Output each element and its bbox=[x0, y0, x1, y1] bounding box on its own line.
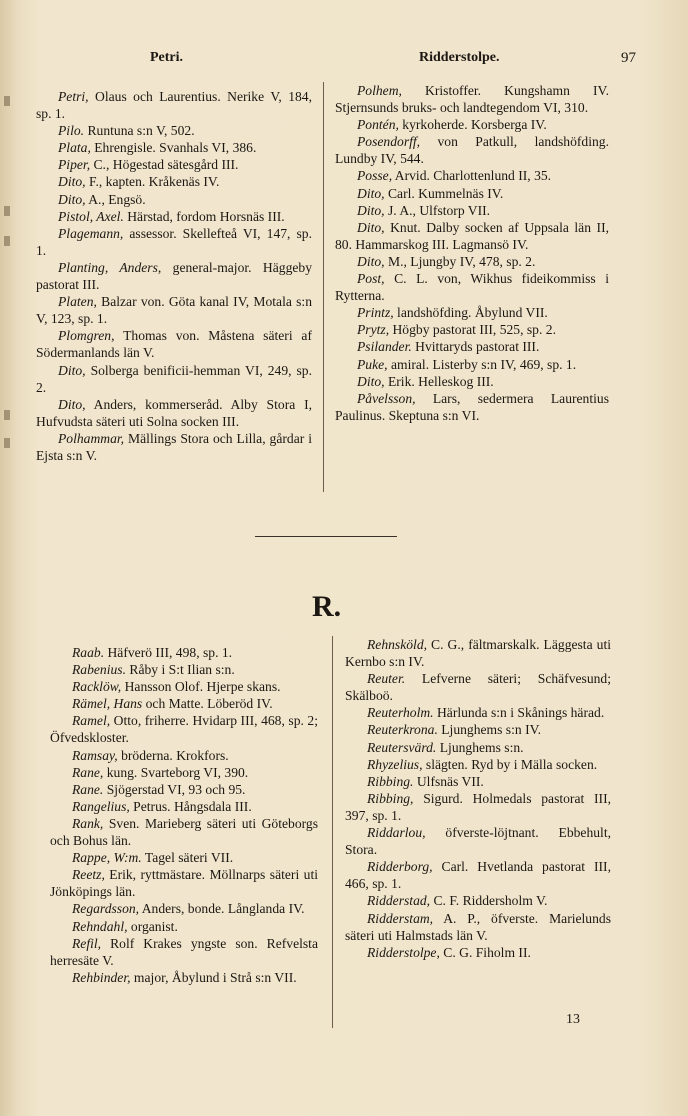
entry-text: Ljunghems s:n. bbox=[436, 739, 524, 755]
entry-name: Rhyzelius, bbox=[367, 756, 423, 772]
entry-name: Dito, bbox=[357, 373, 385, 389]
edge-mark bbox=[4, 206, 10, 216]
entry-name: Rangelius, bbox=[72, 798, 130, 814]
entry-text: Anders, bonde. Långlanda IV. bbox=[139, 901, 305, 917]
entry-name: Ribbing, bbox=[367, 790, 414, 806]
entry-name: Platen, bbox=[58, 294, 97, 310]
entry-name: Påvelsson, bbox=[357, 390, 416, 406]
entry-name: Dito, bbox=[58, 191, 86, 207]
entry-name: Reuter. bbox=[367, 671, 406, 687]
register-entry bbox=[345, 910, 611, 944]
entry-name: Racklöw, bbox=[72, 679, 122, 695]
entry-text: Råby i S:t Ilian s:n. bbox=[126, 662, 235, 678]
column-divider bbox=[323, 82, 324, 492]
column-right-top bbox=[335, 82, 609, 424]
entry-text: Rolf Krakes yngste son. Refvelsta herresäte V. bbox=[50, 935, 318, 968]
register-entry bbox=[50, 866, 318, 900]
entry-text: Anders, kommerseråd. Alby Stora I, Hufvudsta säteri uti Solna socken III. bbox=[36, 396, 312, 429]
edge-mark bbox=[4, 410, 10, 420]
entry-name: Refil, bbox=[72, 935, 102, 951]
entry-text: Härstad, fordom Horsnäs III. bbox=[123, 208, 285, 224]
entry-name: Plomgren, bbox=[58, 328, 115, 344]
entry-text: kyrkoherde. Korsberga IV. bbox=[398, 117, 547, 133]
header-left: Petri. bbox=[150, 50, 184, 65]
entry-name: Dito, bbox=[58, 396, 86, 412]
entry-name: Rappe, W:m. bbox=[72, 850, 142, 866]
entry-text: F., kapten. Kråkenäs IV. bbox=[85, 174, 220, 190]
entry-text: J. A., Ulfstorp VII. bbox=[384, 202, 491, 218]
entry-text: A., Engsö. bbox=[85, 191, 146, 207]
register-entry bbox=[50, 747, 318, 764]
register-entry bbox=[50, 712, 318, 746]
entry-text: Lefverne säteri; Schäfvesund; Skälboö. bbox=[345, 671, 611, 704]
entry-text: amiral. Listerby s:n IV, 469, sp. 1. bbox=[387, 356, 577, 372]
entry-text: och Matte. Löberöd IV. bbox=[142, 696, 273, 712]
register-entry bbox=[36, 208, 312, 225]
register-entry bbox=[50, 764, 318, 781]
entry-text: Lars, sedermera Laurentius Paulinus. Skeptuna s:n VI. bbox=[335, 390, 609, 423]
edge-mark bbox=[4, 438, 10, 448]
register-entry bbox=[36, 362, 312, 396]
entry-text: Erik. Helleskog III. bbox=[384, 373, 494, 389]
register-entry bbox=[345, 636, 611, 670]
entry-text: Knut. Dalby socken af Uppsala län II, 80. Hammarskog III. Lagmansö IV. bbox=[335, 219, 609, 252]
entry-text: Häfverö III, 498, sp. 1. bbox=[104, 645, 233, 660]
entry-text: A. P., öfverste. Marielunds säteri uti Halmstads län V. bbox=[345, 910, 611, 943]
register-entry bbox=[36, 430, 312, 464]
entry-name: Rabenius. bbox=[72, 662, 126, 678]
signature-number: 13 bbox=[566, 1012, 580, 1027]
entry-name: Posendorff, bbox=[357, 134, 421, 150]
entry-text: slägten. Ryd by i Mälla socken. bbox=[422, 756, 598, 772]
entry-text: kung. Svarteborg VI, 390. bbox=[103, 764, 249, 780]
entry-text: Ljunghems s:n IV. bbox=[437, 722, 542, 738]
register-entry bbox=[50, 935, 318, 969]
register-entry bbox=[345, 773, 611, 790]
entry-name: Dito, bbox=[357, 219, 385, 235]
entry-name: Dito, bbox=[58, 362, 86, 378]
entry-text: öfverste-löjtnant. Ebbehult, Stora. bbox=[345, 825, 611, 858]
register-entry bbox=[36, 396, 312, 430]
entry-text: Olaus och Laurentius. Nerike V, 184, sp. 1. bbox=[36, 89, 312, 122]
entry-text: Hvittaryds pastorat III. bbox=[411, 339, 540, 355]
entry-name: Reuterkrona. bbox=[367, 722, 438, 738]
header-middle: Ridderstolpe. bbox=[419, 50, 500, 65]
register-entry bbox=[50, 661, 318, 678]
entry-text: C. L. von, Wikhus fideikommiss i Rytterna. bbox=[335, 271, 609, 304]
entry-name: Ridderstam, bbox=[367, 910, 434, 926]
entry-name: Ridderstad, bbox=[367, 893, 431, 909]
entry-text: Balzar von. Göta kanal IV, Motala s:n V, 123, sp. 1. bbox=[36, 294, 312, 327]
entry-text: assessor. Skellefteå VI, 147, sp. 1. bbox=[36, 225, 312, 258]
entry-name: Rehnsköld, bbox=[367, 637, 428, 652]
column-left-bottom bbox=[50, 644, 318, 986]
entry-name: Ramsay, bbox=[72, 747, 118, 763]
entry-name: Petri, bbox=[58, 89, 89, 104]
entry-text: Sven. Marieberg säteri uti Göteborgs och Bohus län. bbox=[50, 815, 318, 849]
entry-text: Sjögerstad VI, 93 och 95. bbox=[103, 781, 246, 797]
register-entry bbox=[335, 253, 609, 270]
entry-text: bröderna. Krokfors. bbox=[117, 747, 229, 763]
register-entry bbox=[335, 373, 609, 390]
register-entry bbox=[335, 82, 609, 116]
entry-name: Riddarlou, bbox=[367, 825, 426, 841]
register-entry bbox=[345, 824, 611, 858]
entry-name: Dito, bbox=[58, 174, 86, 190]
entry-name: Rehbinder, bbox=[72, 969, 131, 985]
entry-name: Rane. bbox=[72, 781, 104, 797]
register-entry bbox=[335, 356, 609, 373]
entry-text: Hansson Olof. Hjerpe skans. bbox=[121, 679, 281, 695]
entry-name: Dito, bbox=[357, 185, 385, 201]
entry-name: Piper, bbox=[58, 157, 91, 173]
entry-name: Ridderborg, bbox=[367, 859, 433, 875]
register-entry bbox=[36, 293, 312, 327]
register-entry bbox=[36, 88, 312, 122]
register-entry bbox=[36, 327, 312, 361]
register-entry bbox=[335, 116, 609, 133]
entry-name: Regardsson, bbox=[72, 901, 140, 917]
register-entry bbox=[335, 304, 609, 321]
entry-name: Prytz, bbox=[357, 322, 390, 338]
register-entry bbox=[36, 225, 312, 259]
entry-name: Ribbing. bbox=[367, 773, 414, 789]
running-header bbox=[36, 50, 636, 72]
entry-name: Reetz, bbox=[72, 867, 105, 883]
entry-text: Härlunda s:n i Skånings härad. bbox=[433, 705, 605, 721]
register-entry bbox=[335, 390, 609, 424]
entry-name: Rane, bbox=[72, 764, 104, 780]
register-entry bbox=[50, 849, 318, 866]
entry-text: general-major. Häggeby pastorat III. bbox=[36, 259, 312, 293]
entry-name: Rank, bbox=[72, 815, 104, 831]
entry-name: Rämel, Hans bbox=[72, 696, 143, 712]
register-entry bbox=[335, 133, 609, 167]
entry-text: C., Högestad sätesgård III. bbox=[90, 157, 239, 173]
entry-name: Printz, bbox=[357, 305, 394, 321]
register-entry bbox=[345, 790, 611, 824]
entry-name: Dito, bbox=[357, 253, 385, 269]
register-entry bbox=[36, 259, 312, 293]
register-entry bbox=[345, 721, 611, 738]
entry-name: Ridderstolpe, bbox=[367, 944, 440, 960]
register-entry bbox=[345, 704, 611, 721]
register-entry bbox=[50, 969, 318, 986]
page-number: 97 bbox=[621, 50, 636, 66]
entry-text: Ulfsnäs VII. bbox=[413, 773, 484, 789]
entry-text: M., Ljungby IV, 478, sp. 2. bbox=[384, 253, 536, 269]
register-entry bbox=[50, 900, 318, 917]
entry-text: Runtuna s:n V, 502. bbox=[84, 123, 195, 139]
entry-name: Plata, bbox=[58, 140, 91, 156]
entry-text: Mällings Stora och Lilla, gårdar i Ejsta s:n V. bbox=[36, 430, 312, 463]
register-entry bbox=[50, 918, 318, 935]
entry-text: Carl. Hvetlanda pastorat III, 466, sp. 1. bbox=[345, 859, 611, 892]
register-entry bbox=[345, 892, 611, 909]
register-entry bbox=[50, 695, 318, 712]
register-entry bbox=[345, 670, 611, 704]
section-divider bbox=[255, 536, 397, 537]
column-left-top bbox=[36, 88, 312, 464]
register-entry bbox=[50, 798, 318, 815]
entry-name: Polhammar, bbox=[58, 430, 125, 446]
register-entry bbox=[36, 173, 312, 190]
column-divider bbox=[332, 636, 333, 1028]
entry-name: Puke, bbox=[357, 356, 388, 372]
register-entry bbox=[335, 167, 609, 184]
entry-text: Erik, ryttmästare. Möllnarps säteri uti Jönköpings län. bbox=[50, 867, 318, 900]
register-entry bbox=[335, 321, 609, 338]
entry-text: Otto, friherre. Hvidarp III, 468, sp. 2; Öfvedskloster. bbox=[50, 713, 318, 746]
register-entry bbox=[345, 858, 611, 892]
register-entry bbox=[345, 756, 611, 773]
register-entry bbox=[50, 678, 318, 695]
column-right-bottom bbox=[345, 636, 611, 961]
entry-text: landshöfding. Åbylund VII. bbox=[393, 305, 548, 321]
entry-text: Kristoffer. Kungshamn IV. Stjernsunds bruks- och landtegendom VI, 310. bbox=[335, 83, 609, 116]
register-entry bbox=[50, 644, 318, 661]
register-entry bbox=[36, 122, 312, 139]
section-letter: R. bbox=[312, 590, 342, 623]
entry-name: Pistol, Axel. bbox=[58, 208, 124, 224]
entry-text: Thomas von. Måstena säteri af Södermanlands län V. bbox=[36, 328, 312, 361]
entry-text: Solberga benificii-hemman VI, 249, sp. 2. bbox=[36, 362, 312, 395]
register-entry bbox=[335, 338, 609, 355]
register-entry bbox=[50, 781, 318, 798]
entry-name: Post, bbox=[357, 271, 385, 287]
register-entry bbox=[345, 739, 611, 756]
register-entry bbox=[36, 156, 312, 173]
entry-name: Psilander. bbox=[357, 339, 412, 355]
entry-text: Sigurd. Holmedals pastorat III, 397, sp. 1. bbox=[345, 790, 611, 823]
register-entry bbox=[335, 185, 609, 202]
entry-text: C. F. Riddersholm V. bbox=[430, 893, 548, 909]
entry-name: Ramel, bbox=[72, 713, 111, 729]
entry-name: Polhem, bbox=[357, 83, 402, 98]
register-entry bbox=[335, 202, 609, 219]
register-entry bbox=[335, 219, 609, 253]
edge-mark bbox=[4, 236, 10, 246]
register-entry bbox=[335, 270, 609, 304]
register-entry bbox=[36, 139, 312, 156]
entry-name: Plagemann, bbox=[58, 225, 124, 241]
entry-text: Högby pastorat III, 525, sp. 2. bbox=[389, 322, 556, 338]
entry-text: Arvid. Charlottenlund II, 35. bbox=[392, 168, 552, 184]
entry-name: Reuterholm. bbox=[367, 705, 434, 721]
entry-text: von Patkull, landshöfding. Lundby IV, 544. bbox=[335, 134, 609, 167]
entry-name: Rehndahl, bbox=[72, 918, 128, 934]
entry-name: Planting, Anders, bbox=[58, 259, 162, 275]
register-entry bbox=[36, 191, 312, 208]
entry-name: Pontén, bbox=[357, 117, 399, 133]
entry-text: C. G. Fiholm II. bbox=[439, 944, 531, 960]
entry-name: Dito, bbox=[357, 202, 385, 218]
entry-text: C. G., fältmarskalk. Läggesta uti Kernbo s:n IV. bbox=[345, 637, 611, 670]
register-entry bbox=[345, 944, 611, 961]
entry-text: Petrus. Hångsdala III. bbox=[129, 798, 252, 814]
entry-text: Carl. Kummelnäs IV. bbox=[384, 185, 504, 201]
entry-text: organist. bbox=[127, 918, 178, 934]
entry-name: Posse, bbox=[357, 168, 393, 184]
entry-text: Ehrengisle. Svanhals VI, 386. bbox=[90, 140, 257, 156]
entry-text: Tagel säteri VII. bbox=[141, 850, 234, 866]
entry-text: major, Åbylund i Strå s:n VII. bbox=[130, 969, 297, 985]
entry-name: Reutersvärd. bbox=[367, 739, 437, 755]
register-entry bbox=[50, 815, 318, 849]
entry-name: Pilo. bbox=[58, 123, 85, 139]
edge-mark bbox=[4, 96, 10, 106]
entry-name: Raab. bbox=[72, 645, 105, 660]
